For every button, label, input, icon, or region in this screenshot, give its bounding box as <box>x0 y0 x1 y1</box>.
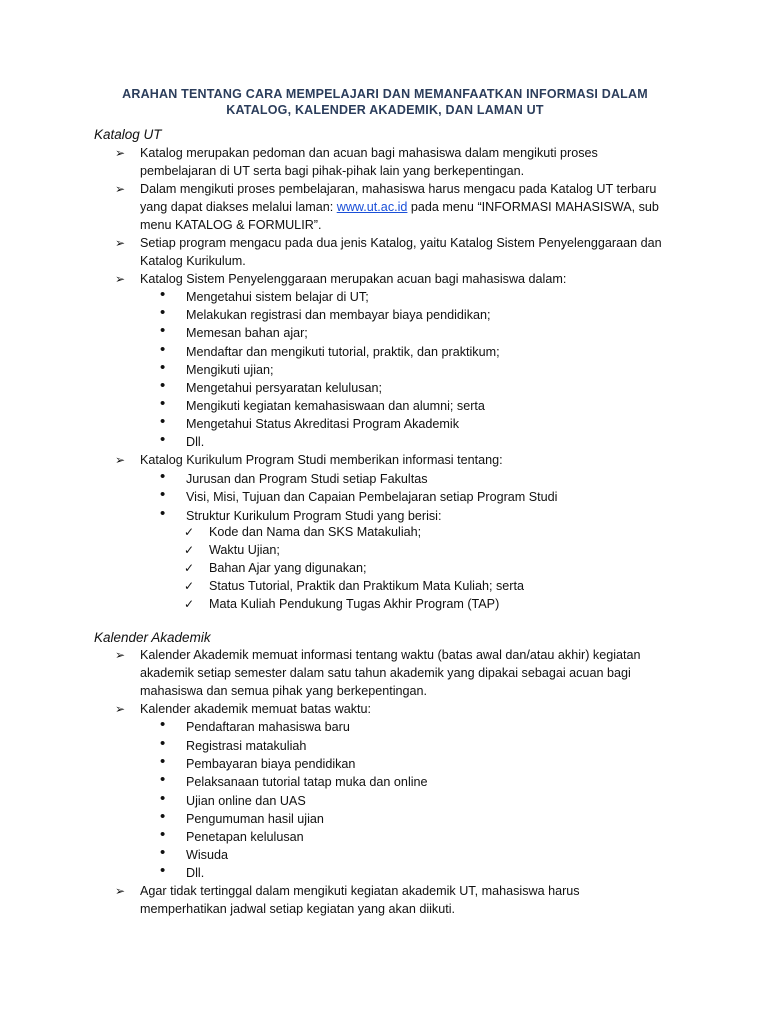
list-item: Waktu Ujian; <box>209 543 280 557</box>
kalender-p2-line1: Kalender akademik memuat batas waktu: <box>140 702 372 716</box>
bullet-dot-icon: • <box>160 395 166 412</box>
bullet-dot-icon: • <box>160 341 166 358</box>
document-title <box>90 86 680 118</box>
bullet-dot-icon: • <box>160 826 166 843</box>
list-item: Mata Kuliah Pendukung Tugas Akhir Program (TAP) <box>209 597 500 611</box>
list-item: Visi, Misi, Tujuan dan Capaian Pembelajaran setiap Program Studi <box>186 490 558 504</box>
checkmark-icon: ✓ <box>184 597 195 611</box>
bullet-dot-icon: • <box>160 322 166 339</box>
list-item: Pelaksanaan tutorial tatap muka dan online <box>186 775 428 789</box>
bullet-dot-icon: • <box>160 377 166 394</box>
katalog-p4-line1: Katalog Sistem Penyelenggaraan merupakan acuan bagi mahasiswa dalam: <box>140 272 567 286</box>
arrow-bullet-icon: ➢ <box>115 182 126 196</box>
list-item: Status Tutorial, Praktik dan Praktikum Mata Kuliah; serta <box>209 579 524 593</box>
katalog-p2-line3: menu KATALOG & FORMULIR”. <box>140 218 322 232</box>
heading-kalender-akademik: Kalender Akademik <box>94 630 211 645</box>
title-line-1: ARAHAN TENTANG CARA MEMPELAJARI DAN MEMANFAATKAN INFORMASI DALAM <box>122 87 648 101</box>
list-item: Registrasi matakuliah <box>186 739 307 753</box>
arrow-bullet-icon: ➢ <box>115 236 126 250</box>
bullet-dot-icon: • <box>160 753 166 770</box>
arrow-bullet-icon: ➢ <box>115 272 126 286</box>
bullet-dot-icon: • <box>160 862 166 879</box>
list-item: Pendaftaran mahasiswa baru <box>186 720 350 734</box>
list-item: Struktur Kurikulum Program Studi yang berisi: <box>186 509 442 523</box>
katalog-p2-text-before-link: yang dapat diakses melalui laman: <box>140 200 337 214</box>
katalog-p2-line2 <box>140 198 659 216</box>
kalender-p1-line1: Kalender Akademik memuat informasi tentang waktu (batas awal dan/atau akhir) kegiatan <box>140 648 641 662</box>
list-item: Pembayaran biaya pendidikan <box>186 757 356 771</box>
list-item: Bahan Ajar yang digunakan; <box>209 561 367 575</box>
arrow-bullet-icon: ➢ <box>115 648 126 662</box>
bullet-dot-icon: • <box>160 771 166 788</box>
bullet-dot-icon: • <box>160 304 166 321</box>
list-item: Jurusan dan Program Studi setiap Fakultas <box>186 472 428 486</box>
kalender-p3-line1: Agar tidak tertinggal dalam mengikuti kegiatan akademik UT, mahasiswa harus <box>140 884 580 898</box>
list-item: Mengetahui persyaratan kelulusan; <box>186 381 383 395</box>
arrow-bullet-icon: ➢ <box>115 884 126 898</box>
arrow-bullet-icon: ➢ <box>115 146 126 160</box>
arrow-bullet-icon: ➢ <box>115 453 126 467</box>
bullet-dot-icon: • <box>160 844 166 861</box>
bullet-dot-icon: • <box>160 716 166 733</box>
katalog-p3-line2: Katalog Kurikulum. <box>140 254 246 268</box>
bullet-dot-icon: • <box>160 808 166 825</box>
kalender-p1-line3: mahasiswa dan semua pihak yang berkepentingan. <box>140 684 428 698</box>
checkmark-icon: ✓ <box>184 579 195 593</box>
bullet-dot-icon: • <box>160 486 166 503</box>
list-item: Pengumuman hasil ujian <box>186 812 324 826</box>
katalog-p1-line1: Katalog merupakan pedoman dan acuan bagi mahasiswa dalam mengikuti proses <box>140 146 598 160</box>
bullet-dot-icon: • <box>160 735 166 752</box>
bullet-dot-icon: • <box>160 359 166 376</box>
kalender-p1-line2: akademik setiap semester dalam satu tahun akademik yang dipakai sebagai acuan bagi <box>140 666 631 680</box>
bullet-dot-icon: • <box>160 431 166 448</box>
list-item: Melakukan registrasi dan membayar biaya pendidikan; <box>186 308 491 322</box>
list-item: Memesan bahan ajar; <box>186 326 308 340</box>
bullet-dot-icon: • <box>160 468 166 485</box>
katalog-p3-line1: Setiap program mengacu pada dua jenis Katalog, yaitu Katalog Sistem Penyelenggaraan dan <box>140 236 662 250</box>
checkmark-icon: ✓ <box>184 525 195 539</box>
title-line-2: KATALOG, KALENDER AKADEMIK, DAN LAMAN UT <box>226 103 544 117</box>
katalog-p2-line1: Dalam mengikuti proses pembelajaran, mahasiswa harus mengacu pada Katalog UT terbaru <box>140 182 657 196</box>
katalog-p2-text-after-link: pada menu “INFORMASI MAHASISWA, sub <box>407 200 659 214</box>
checkmark-icon: ✓ <box>184 543 195 557</box>
list-item: Mengikuti kegiatan kemahasiswaan dan alumni; serta <box>186 399 485 413</box>
list-item: Ujian online dan UAS <box>186 794 306 808</box>
katalog-p5-line1: Katalog Kurikulum Program Studi memberikan informasi tentang: <box>140 453 503 467</box>
kalender-p3-line2: memperhatikan jadwal setiap kegiatan yang akan diikuti. <box>140 902 456 916</box>
checkmark-icon: ✓ <box>184 561 195 575</box>
list-item: Dll. <box>186 866 205 880</box>
heading-katalog-ut: Katalog UT <box>94 127 162 142</box>
list-item: Mengikuti ujian; <box>186 363 274 377</box>
bullet-dot-icon: • <box>160 790 166 807</box>
list-item: Penetapan kelulusan <box>186 830 304 844</box>
list-item: Kode dan Nama dan SKS Matakuliah; <box>209 525 422 539</box>
bullet-dot-icon: • <box>160 286 166 303</box>
list-item: Dll. <box>186 435 205 449</box>
list-item: Mendaftar dan mengikuti tutorial, praktik, dan praktikum; <box>186 345 500 359</box>
bullet-dot-icon: • <box>160 413 166 430</box>
katalog-p1-line2: pembelajaran di UT serta bagi pihak-pihak lain yang berkepentingan. <box>140 164 525 178</box>
list-item: Mengetahui sistem belajar di UT; <box>186 290 369 304</box>
list-item: Wisuda <box>186 848 228 862</box>
bullet-dot-icon: • <box>160 505 166 522</box>
list-item: Mengetahui Status Akreditasi Program Akademik <box>186 417 460 431</box>
ut-website-link[interactable]: www.ut.ac.id <box>336 200 408 214</box>
arrow-bullet-icon: ➢ <box>115 702 126 716</box>
